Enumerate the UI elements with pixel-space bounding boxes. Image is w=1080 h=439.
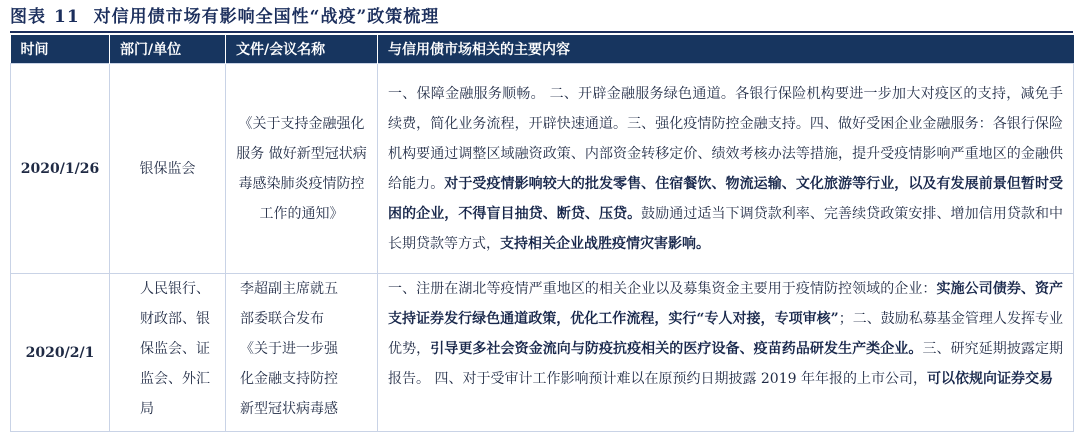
doc-line: 化金融支持防控	[240, 371, 338, 387]
doc-line: 部委联合发布	[240, 311, 324, 327]
row-doc: 《关于支持金融强化服务 做好新型冠状病毒感染肺炎疫情防控工作的通知》	[226, 64, 378, 274]
content-segment: 鼓励通过适当下调贷款利率、完善续贷政策安排、增加信用贷款和中长期贷款等方式，	[388, 205, 1064, 252]
header-doc: 文件/会议名称	[226, 35, 378, 64]
header-date: 时间	[11, 35, 110, 64]
table-row	[11, 274, 1074, 432]
table-row	[11, 64, 1074, 274]
dept-line: 局	[140, 401, 154, 417]
doc-line: 《关于进一步强	[240, 341, 338, 357]
table-header-row	[11, 35, 1074, 64]
row-content	[378, 274, 1074, 432]
dept-line: 保监会、证	[140, 341, 210, 357]
policy-table	[10, 35, 1074, 432]
content-segment-bold: 对于受疫情影响较大的批发零售、住宿餐饮、物流运输、文化旅游等行业，以及有发展前景但暂时受困的企业，不得盲目抽贷、断贷、压贷。	[388, 175, 1064, 222]
dept-line: 财政部、银	[140, 311, 210, 327]
figure-number: 11	[54, 7, 80, 27]
title-rule	[10, 31, 1073, 33]
content-segment-bold: 可以依规向证券交易	[926, 371, 1053, 387]
dept-line: 监会、外汇	[140, 371, 210, 387]
row-date: 2020/2/1	[11, 274, 110, 432]
row-date: 2020/1/26	[11, 64, 110, 274]
row-dept	[110, 274, 226, 432]
doc-line: 李超副主席就五	[240, 281, 338, 297]
figure-caption: 对信用债市场有影响全国性“战疫”政策梳理	[93, 7, 440, 27]
content-segment-bold: 支持相关企业战胜疫情灾害影响。	[500, 235, 710, 252]
figure-label: 图表	[10, 7, 46, 27]
dept-line: 人民银行、	[140, 281, 210, 297]
content-segment: ；二、鼓励私募基金管理人发挥专业优势，	[388, 311, 1064, 357]
header-content: 与信用债市场相关的主要内容	[378, 35, 1074, 64]
content-segment: 一、保障金融服务顺畅。 二、开辟金融服务绿色通道。各银行保险机构要进一步加大对疫区的支持，减免手续费，简化业务流程，开辟快速通道。三、强化疫情防控金融支持。四、做好受困企业金融服务：各银行保险机构要通过调整区域融资政策、内部资金转移定价、绩效考核办法等措施，提升受疫情影响严重地区的金融供给能力。	[388, 85, 1063, 192]
row-dept: 银保监会	[110, 64, 226, 274]
row-doc	[226, 274, 378, 432]
content-segment: 三、研究延期披露定期报告。 四、对于受审计工作影响预计难以在原预约日期披露 2019 年年报的上市公司，	[388, 341, 1064, 387]
doc-line: 新型冠状病毒感	[240, 401, 338, 417]
header-dept: 部门/单位	[110, 35, 226, 64]
figure-title	[10, 4, 439, 30]
content-segment-bold: 实施公司债券、资产支持证券发行绿色通道政策，优化工作流程，实行“专人对接，专项审核”	[388, 281, 1064, 327]
content-segment: 一、注册在湖北等疫情严重地区的相关企业以及募集资金主要用于疫情防控领域的企业：	[388, 281, 937, 297]
row-content	[378, 64, 1074, 274]
content-segment-bold: 引导更多社会资金流向与防疫抗疫相关的医疗设备、疫苗药品研发生产类企业。	[430, 341, 923, 357]
